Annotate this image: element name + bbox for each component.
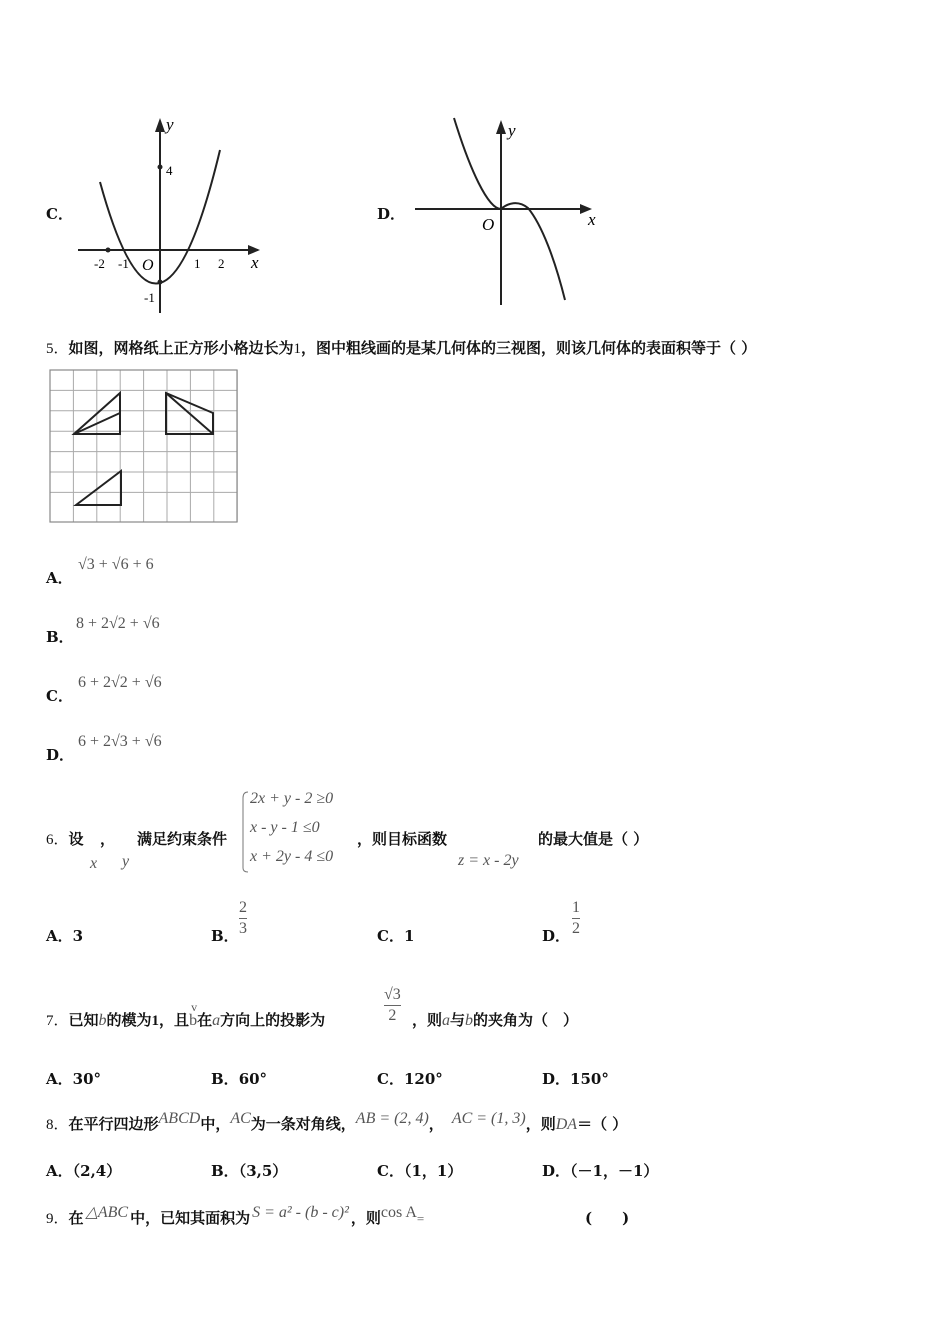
q8-ac-eq: AC = (1, 3) bbox=[451, 1110, 526, 1127]
q5-option-d-label: D． bbox=[46, 746, 75, 764]
q8-option-b: B．（3,5） bbox=[211, 1162, 288, 1180]
q9-stem bbox=[46, 1204, 425, 1228]
q4c-tick-2: 2 bbox=[218, 256, 225, 271]
q6-option-b-label: B． bbox=[211, 927, 239, 945]
q9-answer-paren: ( ) bbox=[585, 1209, 630, 1227]
q6-option-d-num: 1 bbox=[572, 899, 580, 916]
q6-option-d-den: 2 bbox=[572, 920, 580, 937]
q9-t1: 在 bbox=[68, 1209, 84, 1227]
q4c-y-label: y bbox=[166, 115, 174, 134]
q9-cos: cos A bbox=[380, 1204, 417, 1221]
q7-t3: ，且 bbox=[159, 1011, 190, 1029]
q5-option-b-value: 8 + 2√2 + √6 bbox=[76, 615, 160, 632]
q5-text2: ，图中粗线画的是某几何体的三视图，则该几何体的表面积等于（ ） bbox=[301, 339, 757, 357]
q5-three-view-grid bbox=[48, 368, 240, 526]
q7-b2: b bbox=[465, 1012, 474, 1029]
q5-side: 1 bbox=[293, 341, 302, 357]
q9-area: S = a² - (b - c)² bbox=[252, 1204, 349, 1221]
q5-option-a-value: √3 + √6 + 6 bbox=[78, 556, 154, 573]
q6-t3: ，则目标函数 bbox=[357, 830, 448, 848]
q6-var-y: y bbox=[122, 853, 130, 870]
q8-option-c: C．（1，1） bbox=[377, 1162, 463, 1180]
q4-option-c-graph bbox=[70, 110, 270, 320]
q9-t2: 中，已知其面积为 bbox=[130, 1209, 251, 1227]
q7-a2: a bbox=[442, 1012, 451, 1029]
q6-option-b-den: 3 bbox=[239, 920, 247, 937]
q4c-tick-neg1: -1 bbox=[118, 256, 129, 271]
q5-number: 5． bbox=[46, 341, 69, 357]
q6-option-b-num: 2 bbox=[239, 899, 247, 916]
q7-tail bbox=[412, 1009, 578, 1030]
q6-option-c-label: C．1 bbox=[377, 927, 415, 945]
q8-t5: ＝（ ） bbox=[577, 1115, 628, 1133]
q8-t4: ，则 bbox=[525, 1115, 556, 1133]
q4d-y-label: y bbox=[508, 121, 516, 140]
q7-one: 1 bbox=[151, 1013, 160, 1029]
q6-option-c-value: 1 bbox=[403, 927, 415, 945]
q6-option-b-fraction bbox=[239, 898, 247, 939]
q8-comma: ， bbox=[428, 1115, 444, 1133]
q8-t1: 在平行四边形 bbox=[68, 1115, 159, 1133]
q5-option-b-label: B． bbox=[46, 628, 74, 646]
q7-projection-fraction bbox=[384, 985, 401, 1026]
q4c-x-label: x bbox=[251, 253, 259, 272]
q6-option-d-label: D． bbox=[542, 927, 571, 945]
q4c-tick-neg2: -2 bbox=[94, 256, 105, 271]
q9-t3: ，则 bbox=[350, 1209, 381, 1227]
q7-t6: ，则 bbox=[412, 1011, 443, 1029]
q8-da: DA bbox=[555, 1116, 578, 1133]
q7-t2: 的模为 bbox=[106, 1011, 152, 1029]
q4-option-d-label: D． bbox=[377, 205, 406, 223]
q6-t1: 设 bbox=[68, 830, 84, 848]
q6-number-t1 bbox=[46, 828, 84, 849]
q6-t4: 的最大值是（ ） bbox=[538, 830, 649, 848]
q7-b: b bbox=[98, 1012, 107, 1029]
q4-option-d-graph bbox=[410, 110, 610, 310]
q8-option-a: A．（2,4） bbox=[46, 1162, 122, 1180]
q8-abcd: ABCD bbox=[158, 1110, 201, 1127]
q4d-origin: O bbox=[482, 215, 495, 234]
q6-constraint-2: x - y - 1 ≤0 bbox=[250, 819, 320, 836]
q7-b-vector: v b bbox=[189, 1000, 198, 1029]
q4c-tick-1: 1 bbox=[194, 256, 201, 271]
q6-option-a-label: A．3 bbox=[46, 927, 84, 945]
q4c-origin: O bbox=[142, 257, 154, 274]
q8-number: 8． bbox=[46, 1117, 69, 1133]
q6-comma: ， bbox=[100, 830, 116, 848]
q8-ac: AC bbox=[230, 1110, 251, 1127]
q9-triangle: △ABC bbox=[85, 1204, 129, 1221]
q4d-x-label: x bbox=[588, 210, 596, 229]
q7-stem bbox=[46, 1000, 326, 1030]
q5-option-a-label: A． bbox=[46, 569, 73, 587]
q6-option-d-fraction bbox=[572, 898, 580, 939]
q7-option-d: D．150° bbox=[542, 1070, 609, 1088]
q7-t4: 在 bbox=[197, 1011, 213, 1029]
q7-option-b: B．60° bbox=[211, 1070, 268, 1088]
q6-objective: z = x - 2y bbox=[458, 852, 519, 869]
q6-option-a-value: 3 bbox=[72, 927, 84, 945]
q7-a: a bbox=[212, 1012, 221, 1029]
q4c-tick-yneg1: -1 bbox=[144, 290, 155, 305]
q8-stem bbox=[46, 1110, 628, 1134]
q6-constraint-1: 2x + y - 2 ≥0 bbox=[250, 790, 334, 807]
q6-system-brace bbox=[240, 790, 250, 874]
q6-t2: 满足约束条件 bbox=[137, 830, 228, 848]
q5-option-c-value: 6 + 2√2 + √6 bbox=[78, 674, 162, 691]
q5-option-d-value: 6 + 2√3 + √6 bbox=[78, 733, 162, 750]
q7-t1: 已知 bbox=[68, 1011, 99, 1029]
q8-t2: 中， bbox=[200, 1115, 231, 1133]
q7-number: 7． bbox=[46, 1013, 69, 1029]
q5-text: 如图，网格纸上正方形小格边长为 bbox=[68, 339, 294, 357]
q8-option-d: D．（－1，－1） bbox=[542, 1162, 659, 1180]
q7-frac-num: √3 bbox=[384, 986, 401, 1003]
q8-ab-eq: AB = (2, 4) bbox=[355, 1110, 429, 1127]
q5-option-c-label: C． bbox=[46, 687, 73, 705]
q7-frac-den: 2 bbox=[388, 1007, 397, 1024]
q8-t3: 为一条对角线， bbox=[250, 1115, 356, 1133]
q5-stem bbox=[46, 337, 756, 358]
q7-option-c: C．120° bbox=[377, 1070, 443, 1088]
q9-eq: = bbox=[416, 1211, 425, 1226]
q4c-y-tick: 4 bbox=[166, 163, 173, 178]
q7-t5: 方向上的投影为 bbox=[220, 1011, 326, 1029]
q9-number: 9． bbox=[46, 1211, 69, 1227]
q6-constraint-3: x + 2y - 4 ≤0 bbox=[250, 848, 334, 865]
q6-var-x: x bbox=[90, 855, 98, 872]
q7-t8: 的夹角为（ ） bbox=[473, 1011, 579, 1029]
q7-option-a: A．30° bbox=[46, 1070, 102, 1088]
q4-option-c-label: C． bbox=[46, 205, 73, 223]
q6-number: 6． bbox=[46, 832, 69, 848]
q7-t7: 与 bbox=[450, 1011, 466, 1029]
